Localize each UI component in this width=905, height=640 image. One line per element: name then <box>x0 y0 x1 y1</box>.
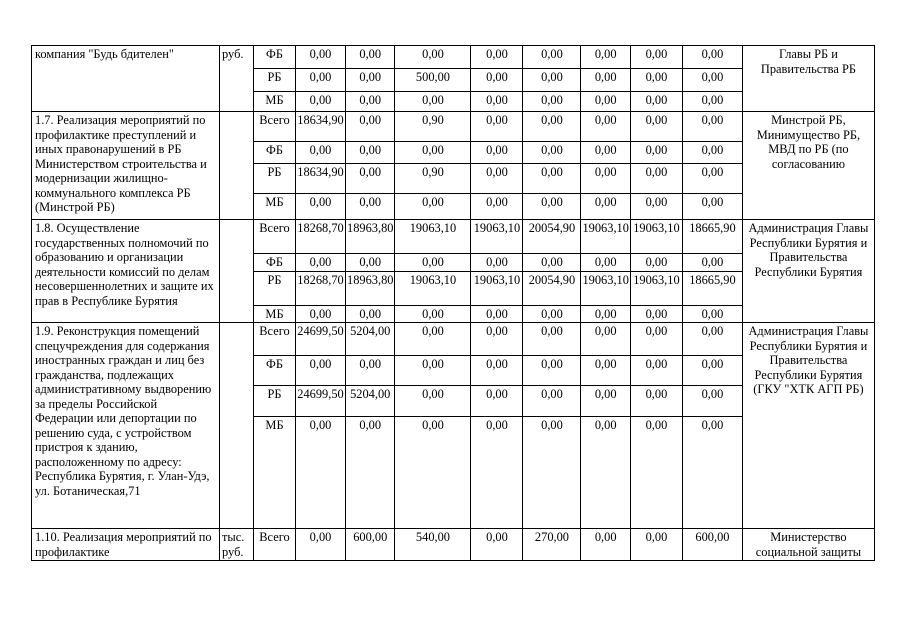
amount-cell: 0,00 <box>471 46 523 69</box>
amount-cell: 0,00 <box>471 194 523 220</box>
amount-cell: 0,00 <box>523 254 581 272</box>
amount-cell: 0,00 <box>630 386 682 417</box>
amount-cell: 0,00 <box>630 92 682 112</box>
amount-cell: 0,00 <box>346 112 395 142</box>
amount-cell: 270,00 <box>523 529 581 561</box>
responsible-executor: Главы РБ и Правительства РБ <box>742 46 874 112</box>
amount-cell: 0,00 <box>346 164 395 194</box>
funding-source: РБ <box>254 69 296 92</box>
amount-cell: 0,00 <box>296 356 346 386</box>
amount-cell: 18634,90 <box>296 164 346 194</box>
amount-cell: 0,00 <box>471 254 523 272</box>
amount-cell: 24699,50 <box>296 386 346 417</box>
funding-source: МБ <box>254 305 296 323</box>
responsible-executor: Администрация Главы Республики Бурятия и Правительства Республики Бурятия (ГКУ "ХТК АГП РБ) <box>742 323 874 529</box>
amount-cell: 0,00 <box>395 417 471 529</box>
amount-cell: 0,00 <box>471 386 523 417</box>
amount-cell: 0,00 <box>523 356 581 386</box>
funding-table <box>31 45 875 561</box>
responsible-executor: Министерство социальной защиты <box>742 529 874 561</box>
responsible-executor: Администрация Главы Республики Бурятия и Правительства Республики Бурятия <box>742 220 874 323</box>
amount-cell: 0,00 <box>630 529 682 561</box>
amount-cell: 0,00 <box>296 305 346 323</box>
amount-cell: 0,00 <box>296 92 346 112</box>
amount-cell: 0,00 <box>630 194 682 220</box>
funding-source: Всего <box>254 529 296 561</box>
amount-cell: 0,00 <box>523 194 581 220</box>
amount-cell: 0,00 <box>395 92 471 112</box>
amount-cell: 0,00 <box>346 305 395 323</box>
amount-cell: 0,00 <box>395 323 471 356</box>
amount-cell: 0,00 <box>581 529 630 561</box>
amount-cell: 500,00 <box>395 69 471 92</box>
amount-cell: 0,00 <box>346 92 395 112</box>
amount-cell: 0,00 <box>581 112 630 142</box>
amount-cell: 0,00 <box>523 164 581 194</box>
responsible-executor: Минстрой РБ, Минимущество РБ, МВД по РБ (по согласованию <box>742 112 874 220</box>
amount-cell: 0,00 <box>630 164 682 194</box>
amount-cell: 0,00 <box>296 417 346 529</box>
measure-name: 1.9. Реконструкция помещений спецучреждения для содержания иностранных граждан и лиц без гражданства, подлежащих административному выдворению за пределы Российской Федерации или депортации по решению суда, с устройством пристроя к зданию, расположенному по адресу: Республика Бурятия, г. Улан-Удэ, ул. Ботаническая,71 <box>32 323 220 529</box>
amount-cell: 0,00 <box>395 305 471 323</box>
measure-name: компания "Будь бдителен" <box>32 46 220 112</box>
amount-cell: 18268,70 <box>296 220 346 254</box>
amount-cell: 20054,90 <box>523 220 581 254</box>
amount-cell: 0,00 <box>346 417 395 529</box>
amount-cell: 0,00 <box>471 323 523 356</box>
table-row <box>32 112 875 142</box>
amount-cell: 0,00 <box>471 142 523 164</box>
amount-cell: 0,00 <box>682 164 742 194</box>
unit-cell: тыс. руб. <box>220 529 254 561</box>
amount-cell: 0,00 <box>471 356 523 386</box>
table-row <box>32 323 875 356</box>
amount-cell: 19063,10 <box>395 271 471 305</box>
amount-cell: 0,00 <box>471 69 523 92</box>
amount-cell: 0,00 <box>523 305 581 323</box>
amount-cell: 0,00 <box>346 254 395 272</box>
table-row <box>32 529 875 561</box>
funding-source: МБ <box>254 92 296 112</box>
amount-cell: 540,00 <box>395 529 471 561</box>
amount-cell: 0,00 <box>523 323 581 356</box>
amount-cell: 19063,10 <box>581 271 630 305</box>
amount-cell: 0,00 <box>471 305 523 323</box>
funding-source: РБ <box>254 164 296 194</box>
amount-cell: 5204,00 <box>346 386 395 417</box>
amount-cell: 18268,70 <box>296 271 346 305</box>
amount-cell: 0,00 <box>346 142 395 164</box>
amount-cell: 0,00 <box>581 69 630 92</box>
amount-cell: 0,00 <box>471 417 523 529</box>
amount-cell: 0,00 <box>523 92 581 112</box>
amount-cell: 0,00 <box>346 69 395 92</box>
amount-cell: 0,90 <box>395 164 471 194</box>
amount-cell: 600,00 <box>346 529 395 561</box>
funding-source: МБ <box>254 417 296 529</box>
measure-name: 1.10. Реализация мероприятий по профилактике <box>32 529 220 561</box>
amount-cell: 0,00 <box>630 69 682 92</box>
funding-source: Всего <box>254 323 296 356</box>
amount-cell: 0,00 <box>523 142 581 164</box>
amount-cell: 0,00 <box>682 356 742 386</box>
funding-source: ФБ <box>254 142 296 164</box>
funding-source: ФБ <box>254 356 296 386</box>
amount-cell: 0,00 <box>395 46 471 69</box>
amount-cell: 18665,90 <box>682 220 742 254</box>
amount-cell: 0,00 <box>581 92 630 112</box>
amount-cell: 0,00 <box>581 386 630 417</box>
amount-cell: 19063,10 <box>581 220 630 254</box>
amount-cell: 0,00 <box>630 142 682 164</box>
amount-cell: 0,00 <box>523 46 581 69</box>
amount-cell: 18963,80 <box>346 271 395 305</box>
amount-cell: 18963,80 <box>346 220 395 254</box>
amount-cell: 0,00 <box>296 46 346 69</box>
amount-cell: 0,00 <box>346 46 395 69</box>
amount-cell: 0,00 <box>630 305 682 323</box>
funding-source: МБ <box>254 194 296 220</box>
amount-cell: 0,00 <box>581 417 630 529</box>
amount-cell: 0,90 <box>395 112 471 142</box>
amount-cell: 0,00 <box>395 356 471 386</box>
amount-cell: 0,00 <box>581 142 630 164</box>
amount-cell: 0,00 <box>523 386 581 417</box>
amount-cell: 0,00 <box>471 112 523 142</box>
unit-cell <box>220 112 254 220</box>
table-row <box>32 46 875 69</box>
amount-cell: 0,00 <box>581 356 630 386</box>
amount-cell: 24699,50 <box>296 323 346 356</box>
amount-cell: 0,00 <box>296 142 346 164</box>
amount-cell: 19063,10 <box>471 271 523 305</box>
funding-source: РБ <box>254 386 296 417</box>
amount-cell: 0,00 <box>523 112 581 142</box>
funding-source: Всего <box>254 220 296 254</box>
amount-cell: 0,00 <box>581 323 630 356</box>
amount-cell: 0,00 <box>523 69 581 92</box>
amount-cell: 0,00 <box>682 386 742 417</box>
measure-name: 1.8. Осуществление государственных полномочий по образованию и организации деятельности комиссий по делам несовершеннолетних и защите их прав в Республике Бурятия <box>32 220 220 323</box>
amount-cell: 0,00 <box>581 194 630 220</box>
funding-source: РБ <box>254 271 296 305</box>
program-funding-table <box>31 45 875 561</box>
funding-source: ФБ <box>254 46 296 69</box>
unit-cell <box>220 220 254 323</box>
amount-cell: 18665,90 <box>682 271 742 305</box>
amount-cell: 20054,90 <box>523 271 581 305</box>
amount-cell: 0,00 <box>395 194 471 220</box>
amount-cell: 0,00 <box>682 46 742 69</box>
amount-cell: 0,00 <box>346 356 395 386</box>
amount-cell: 0,00 <box>682 92 742 112</box>
amount-cell: 0,00 <box>296 529 346 561</box>
amount-cell: 0,00 <box>296 194 346 220</box>
amount-cell: 0,00 <box>581 164 630 194</box>
amount-cell: 0,00 <box>395 386 471 417</box>
amount-cell: 0,00 <box>630 254 682 272</box>
amount-cell: 0,00 <box>682 305 742 323</box>
amount-cell: 0,00 <box>630 112 682 142</box>
amount-cell: 19063,10 <box>471 220 523 254</box>
amount-cell: 0,00 <box>296 69 346 92</box>
table-row <box>32 220 875 254</box>
amount-cell: 19063,10 <box>630 271 682 305</box>
funding-source: ФБ <box>254 254 296 272</box>
unit-cell <box>220 323 254 529</box>
amount-cell: 0,00 <box>346 194 395 220</box>
amount-cell: 0,00 <box>630 356 682 386</box>
amount-cell: 0,00 <box>471 92 523 112</box>
amount-cell: 0,00 <box>395 254 471 272</box>
amount-cell: 0,00 <box>395 142 471 164</box>
amount-cell: 0,00 <box>581 305 630 323</box>
amount-cell: 0,00 <box>682 142 742 164</box>
amount-cell: 0,00 <box>471 164 523 194</box>
amount-cell: 5204,00 <box>346 323 395 356</box>
amount-cell: 18634,90 <box>296 112 346 142</box>
amount-cell: 19063,10 <box>630 220 682 254</box>
amount-cell: 0,00 <box>630 46 682 69</box>
amount-cell: 0,00 <box>682 323 742 356</box>
amount-cell: 19063,10 <box>395 220 471 254</box>
funding-source: Всего <box>254 112 296 142</box>
amount-cell: 0,00 <box>471 529 523 561</box>
amount-cell: 0,00 <box>682 254 742 272</box>
measure-name: 1.7. Реализация мероприятий по профилактике преступлений и иных правонарушений в РБ Министерством строительства и модернизации жилищно-коммунального комплекса РБ (Минстрой РБ) <box>32 112 220 220</box>
unit-cell: руб. <box>220 46 254 112</box>
amount-cell: 0,00 <box>682 417 742 529</box>
amount-cell: 0,00 <box>581 46 630 69</box>
amount-cell: 0,00 <box>296 254 346 272</box>
amount-cell: 0,00 <box>523 417 581 529</box>
amount-cell: 0,00 <box>630 417 682 529</box>
amount-cell: 0,00 <box>581 254 630 272</box>
amount-cell: 0,00 <box>682 112 742 142</box>
amount-cell: 600,00 <box>682 529 742 561</box>
amount-cell: 0,00 <box>682 194 742 220</box>
amount-cell: 0,00 <box>630 323 682 356</box>
amount-cell: 0,00 <box>682 69 742 92</box>
